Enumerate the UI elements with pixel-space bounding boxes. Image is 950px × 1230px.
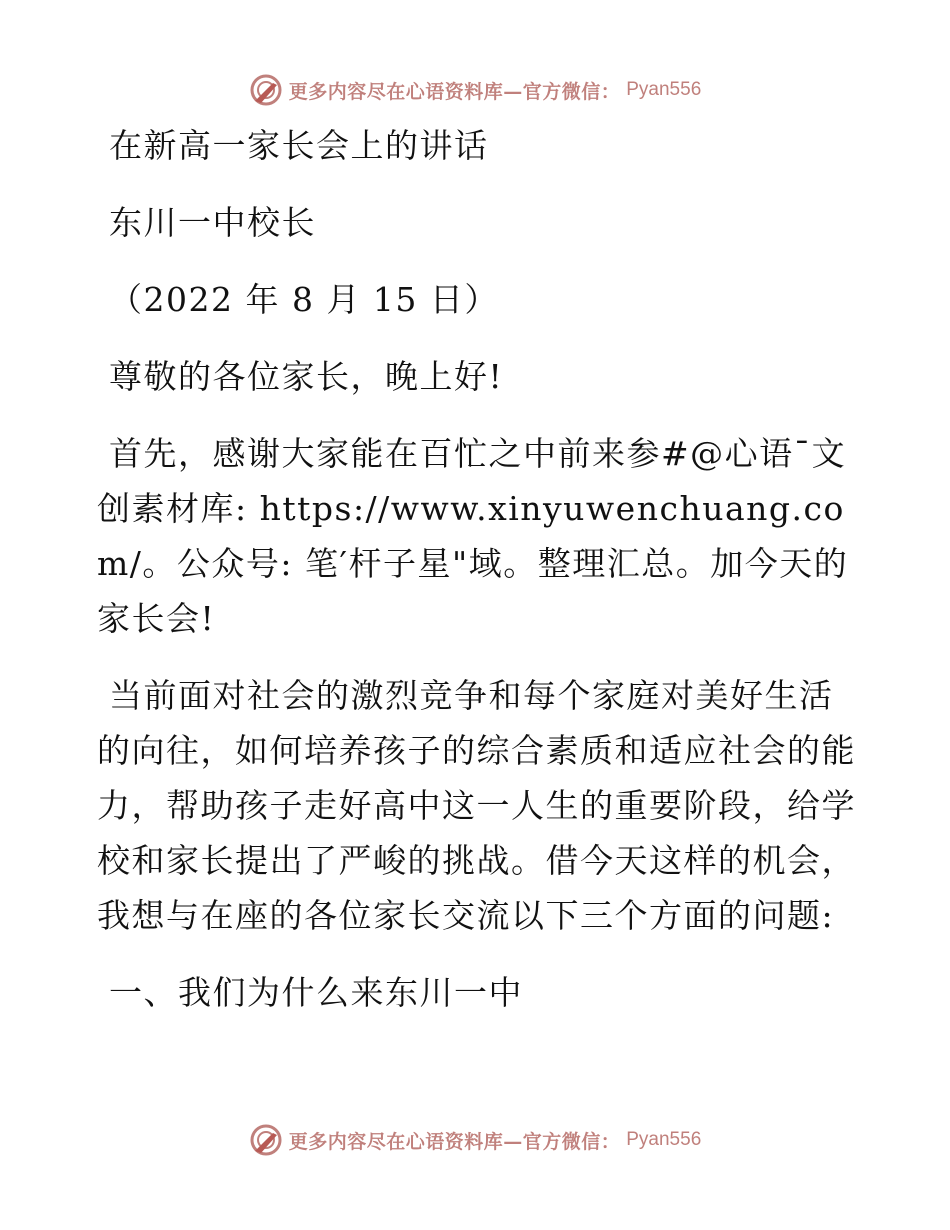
footer-watermark [0,1120,950,1160]
speaker-line: 东川一中校长 [109,203,316,242]
date-line: （2022 年 8 月 15 日） [109,280,499,319]
paragraph-2: 当前面对社会的激烈竞争和每个家庭对美好生活的向往，如何培养孩子的综合素质和适应社会的能力，帮助孩子走好高中这一人生的重要阶段，给学校和家长提出了严峻的挑战。借今天这样的机会，我想与在座的各位家长交流以下三个方面的问题: [97,676,856,935]
greeting: 尊敬的各位家长，晚上好! [109,357,504,396]
paragraph-1: 首先，感谢大家能在百忙之中前来参#@心语¯文创素材库: https://www.xinyuwenchuang.com/。公众号: 笔′杆子星"域。整理汇总。加今天的家长会! [97,434,849,638]
section-heading-1: 一、我们为什么来东川一中 [109,973,523,1012]
watermark-text: 更多内容尽在心语资料库—官方微信： [288,1130,621,1153]
watermark-text: 更多内容尽在心语资料库—官方微信： [288,80,621,103]
pen-logo-icon [249,1123,283,1157]
watermark-wechat-id: Pyan556 [626,1129,702,1150]
document-body [97,118,857,1042]
pen-logo-icon [249,73,283,107]
watermark-wechat-id: Pyan556 [626,79,702,100]
document-title: 在新高一家长会上的讲话 [109,126,489,165]
header-watermark [0,70,950,110]
